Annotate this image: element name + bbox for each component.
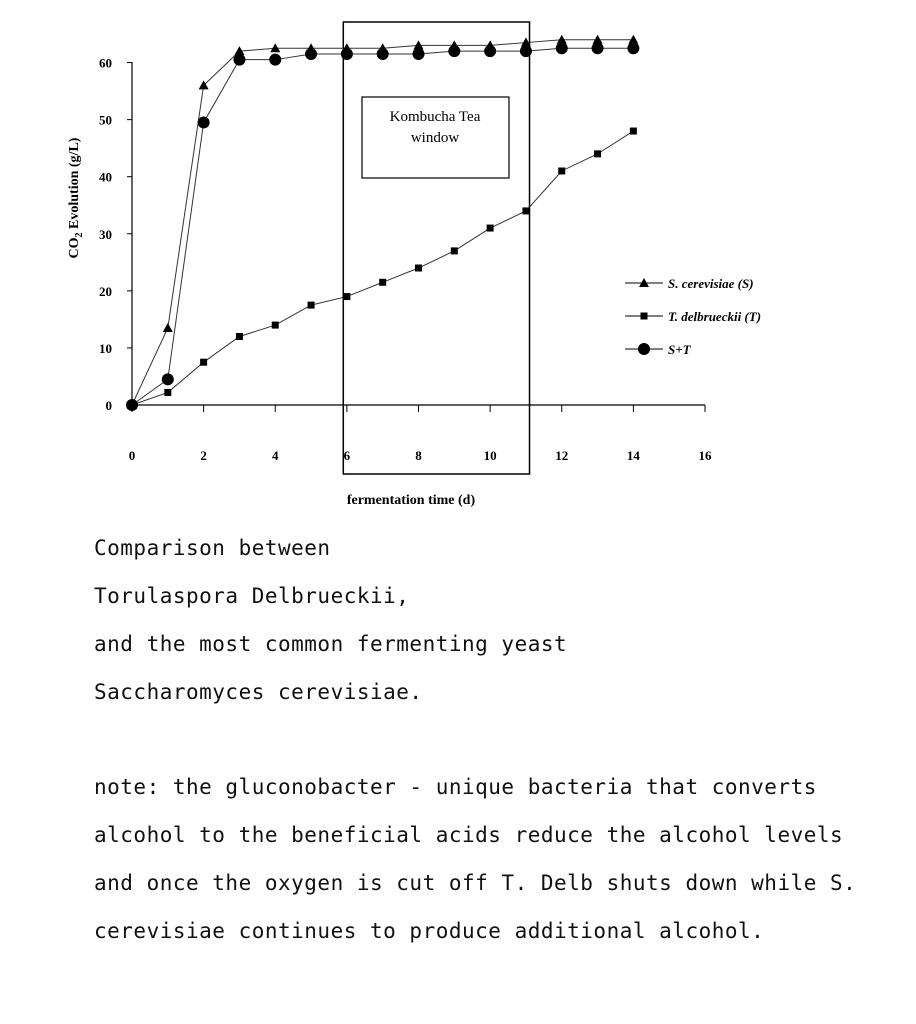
caption-line-3: and the most common fermenting yeast bbox=[94, 632, 568, 656]
y-tick-label: 40 bbox=[99, 169, 112, 185]
y-tick-label: 50 bbox=[99, 112, 112, 128]
data-point-circle bbox=[198, 116, 210, 128]
data-point-square bbox=[236, 333, 243, 340]
series-triangle bbox=[127, 35, 638, 409]
legend-label: T. delbrueckii (T) bbox=[668, 309, 762, 324]
kombucha-window-label-line1: Kombucha Tea bbox=[389, 109, 481, 125]
data-point-circle bbox=[305, 48, 317, 60]
x-axis-ticks bbox=[129, 405, 712, 463]
data-point-square bbox=[630, 128, 637, 135]
x-tick-label: 4 bbox=[272, 448, 279, 463]
kombucha-window bbox=[343, 22, 529, 474]
data-point-circle bbox=[269, 54, 281, 66]
y-tick-label: 60 bbox=[99, 55, 112, 71]
caption-line-1: Comparison between bbox=[94, 536, 331, 560]
data-point-triangle bbox=[163, 323, 173, 332]
legend-label: S+T bbox=[668, 342, 691, 357]
data-point-circle bbox=[233, 54, 245, 66]
data-point-circle bbox=[126, 399, 138, 411]
y-axis-title-rest: Evolution (g/L) bbox=[67, 137, 82, 233]
data-point-square bbox=[487, 225, 494, 232]
series-line bbox=[132, 40, 633, 405]
x-tick-label: 10 bbox=[483, 448, 497, 463]
data-point-square bbox=[343, 293, 350, 300]
data-point-circle bbox=[638, 343, 650, 355]
legend-item bbox=[625, 309, 761, 324]
note-line-1: note: the gluconobacter - unique bacteria that converts bbox=[94, 775, 817, 799]
note-line-4: cerevisiae continues to produce additional alcohol. bbox=[94, 919, 765, 943]
kombucha-window-label-line2: window bbox=[410, 130, 460, 146]
x-tick-label: 8 bbox=[415, 448, 422, 463]
y-tick-label: 0 bbox=[105, 398, 112, 413]
x-tick-label: 6 bbox=[343, 448, 351, 463]
data-point-square bbox=[379, 279, 386, 286]
data-point-square bbox=[200, 359, 207, 366]
legend-item bbox=[625, 276, 754, 291]
caption-line-4: Saccharomyces cerevisiae. bbox=[94, 680, 423, 704]
legend-label: S. cerevisiae (S) bbox=[668, 276, 754, 291]
data-point-square bbox=[164, 389, 171, 396]
series-layer bbox=[126, 35, 639, 411]
y-axis-title bbox=[67, 137, 85, 258]
kombucha-window-outer-box bbox=[343, 22, 529, 474]
data-point-circle bbox=[162, 373, 174, 385]
chart-legend bbox=[625, 276, 761, 357]
x-axis-title: fermentation time (d) bbox=[346, 493, 476, 508]
data-point-square bbox=[308, 302, 315, 309]
note-line-3: and once the oxygen is cut off T. Delb shuts down while S. bbox=[94, 871, 857, 895]
data-point-square bbox=[522, 207, 529, 214]
note-line-2: alcohol to the beneficial acids reduce the alcohol levels bbox=[94, 823, 844, 847]
legend-item bbox=[625, 342, 692, 357]
x-tick-label: 16 bbox=[698, 448, 712, 463]
caption-line-2: Torulaspora Delbrueckii, bbox=[94, 584, 410, 608]
y-tick-label: 20 bbox=[99, 283, 112, 299]
data-point-square bbox=[415, 265, 422, 272]
data-point-square bbox=[451, 247, 458, 254]
data-point-circle bbox=[377, 48, 389, 60]
data-point-circle bbox=[556, 42, 568, 54]
data-point-circle bbox=[448, 45, 460, 57]
x-tick-label: 0 bbox=[128, 448, 136, 463]
data-point-circle bbox=[592, 42, 604, 54]
data-point-circle bbox=[484, 45, 496, 57]
y-axis-ticks bbox=[99, 56, 132, 413]
data-point-square bbox=[272, 322, 279, 329]
data-point-circle bbox=[413, 48, 425, 60]
y-axis-title-subscript: 2 bbox=[74, 232, 85, 238]
y-axis-title-co: CO bbox=[67, 237, 82, 259]
x-tick-label: 14 bbox=[626, 448, 640, 463]
x-tick-label: 12 bbox=[555, 448, 569, 463]
x-tick-label: 2 bbox=[200, 448, 207, 463]
data-point-circle bbox=[627, 42, 639, 54]
y-tick-label: 30 bbox=[99, 226, 112, 242]
data-point-square bbox=[594, 150, 601, 157]
data-point-square bbox=[558, 167, 565, 174]
y-tick-label: 10 bbox=[99, 340, 112, 356]
data-point-square bbox=[641, 313, 648, 320]
